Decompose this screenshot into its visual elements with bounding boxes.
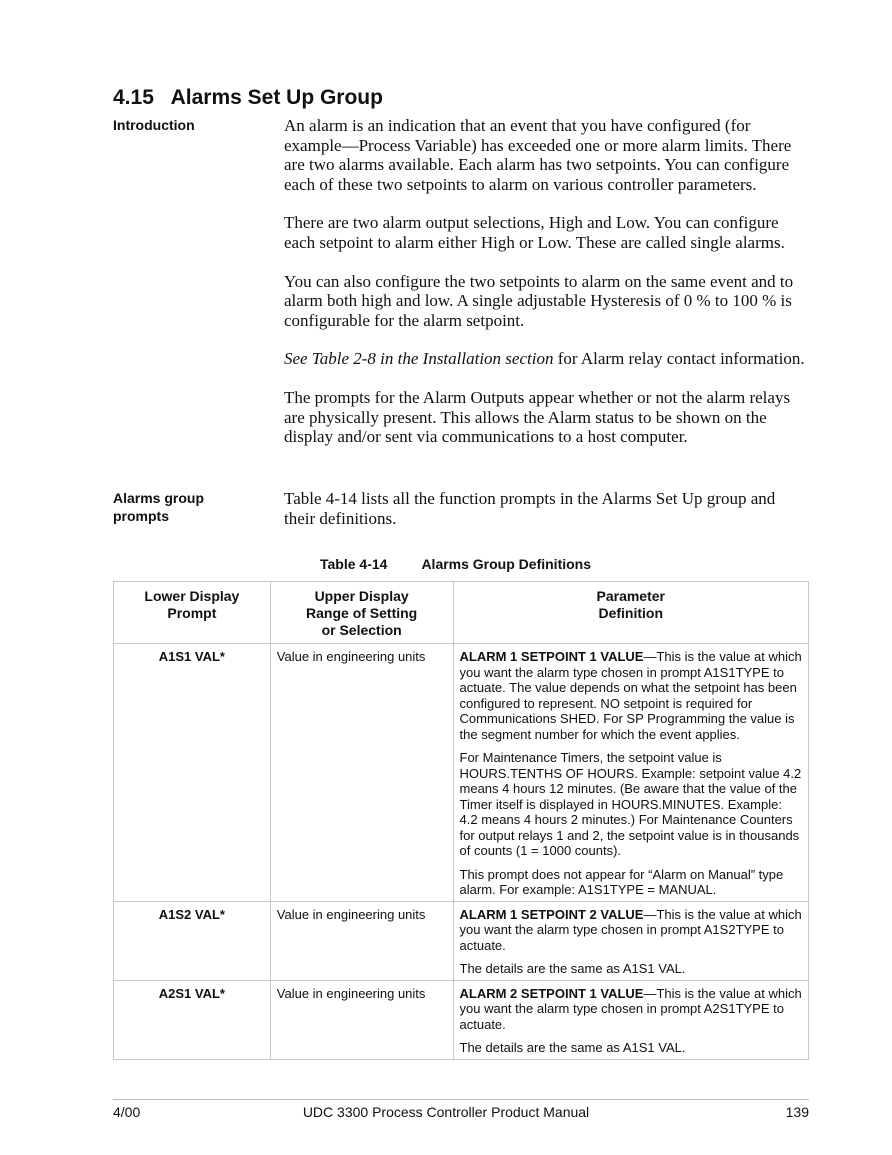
row-range: Value in engineering units — [270, 644, 453, 902]
intro-paragraph-4-rest: for Alarm relay contact information. — [553, 349, 805, 369]
definition-lead-text: —This is the value at which you want the alarm type chosen in prompt A2S1TYPE to actuate. — [459, 985, 802, 1032]
definition-paragraph: For Maintenance Timers, the setpoint value is HOURS.TENTHS OF HOURS. Example: setpoint value 4.2 means 4 hours 12 minutes. (Be aware that the value of the Timer itself is displayed in HOURS.MINUTES. Example: 4.2 means 4 hours 2 minutes.) For Maintenance Counters for output relays 1 and 2, the setpoint value is in thousands of counts (1 = 1000 counts). — [459, 750, 802, 858]
row-definition — [453, 901, 808, 980]
table-row — [114, 901, 809, 980]
header-lower-display-prompt — [114, 582, 271, 644]
definition-paragraph: This prompt does not appear for “Alarm on Manual” type alarm. For example: A1S1TYPE = MANUAL. — [459, 866, 784, 897]
row-definition — [453, 980, 808, 1059]
table-caption-number: Table 4-14 — [320, 556, 388, 572]
intro-paragraph-1: An alarm is an indication that an event that you have configured (for example—Process Variable) has exceeded one or more alarm limits. There are two alarms available. Each alarm has two setpoints. You can configure each of these two setpoints to alarm on various controller parameters. — [284, 116, 792, 194]
definition-lead-text: —This is the value at which you want the alarm type chosen in prompt A1S2TYPE to actuate. — [459, 906, 802, 953]
definition-title: ALARM 1 SETPOINT 2 VALUE — [459, 906, 644, 922]
definition-lead-text: —This is the value at which you want the alarm type chosen in prompt A1S1TYPE to actuate. The value depends on what the setpoint has been configured to represent. NO setpoint is required for Communications SHED. For SP Programming the value is the segment number for which the event applies. — [459, 649, 802, 742]
header-col2-line1: Upper Display — [314, 588, 409, 604]
introduction-label: Introduction — [113, 117, 195, 133]
introduction-body — [284, 116, 809, 466]
row-prompt: A1S1 VAL* — [114, 644, 271, 902]
table-caption-title: Alarms Group Definitions — [421, 556, 592, 572]
header-col2-line3: or Selection — [321, 622, 402, 638]
row-prompt: A2S1 VAL* — [114, 980, 271, 1059]
definition-title: ALARM 1 SETPOINT 1 VALUE — [459, 649, 644, 664]
header-col3-line2: Definition — [598, 605, 664, 621]
definition-title: ALARM 2 SETPOINT 1 VALUE — [459, 985, 644, 1001]
row-range: Value in engineering units — [270, 901, 453, 980]
header-upper-display-range — [270, 582, 453, 644]
header-col1-line2: Prompt — [167, 605, 217, 621]
footer-manual-title: UDC 3300 Process Controller Product Manual — [302, 1104, 590, 1120]
alarms-group-prompts-label: Alarms group prompts — [113, 490, 205, 524]
footer-rule — [113, 1099, 809, 1100]
table-row — [114, 644, 809, 902]
definition-paragraph: The details are the same as A1S1 VAL. — [459, 961, 686, 976]
row-range: Value in engineering units — [270, 980, 453, 1059]
footer-date: 4/00 — [113, 1104, 141, 1120]
header-parameter-definition — [453, 582, 808, 644]
definition-lead — [460, 986, 802, 1033]
header-col2-line2: Range of Setting — [306, 605, 418, 621]
definition-paragraph: The details are the same as A1S1 VAL. — [459, 1040, 686, 1055]
table-caption — [320, 556, 591, 572]
table-reference-italic: See Table 2-8 in the Installation section — [284, 349, 554, 369]
header-col3-line1: Parameter — [596, 588, 665, 604]
row-prompt: A1S2 VAL* — [114, 901, 271, 980]
intro-paragraph-2: There are two alarm output selections, High and Low. You can configure each setpoint to alarm either High or Low. These are called single alarms. — [284, 213, 785, 252]
intro-paragraph-3: You can also configure the two setpoints to alarm on the same event and to alarm both high and low. A single adjustable Hysteresis of 0 % to 100 % is configurable for the alarm setpoint. — [284, 271, 794, 330]
alarms-definitions-table — [113, 581, 809, 1060]
group-prompts-paragraph: Table 4-14 lists all the function prompts in the Alarms Set Up group and their definitions. — [284, 489, 776, 528]
intro-paragraph-4 — [284, 349, 809, 369]
definition-lead — [460, 907, 802, 954]
table-header-row — [114, 582, 809, 644]
intro-paragraph-5: The prompts for the Alarm Outputs appear whether or not the alarm relays are physically present. This allows the Alarm status to be shown on the display and/or sent via communications to a host computer. — [284, 387, 791, 447]
header-col1-line1: Lower Display — [144, 588, 240, 604]
table-row — [114, 980, 809, 1059]
definition-lead — [460, 649, 802, 742]
section-title: 4.15 Alarms Set Up Group — [113, 86, 383, 109]
row-definition — [453, 644, 808, 902]
alarms-group-prompts-body — [284, 489, 809, 528]
footer-page-number: 139 — [785, 1104, 809, 1120]
